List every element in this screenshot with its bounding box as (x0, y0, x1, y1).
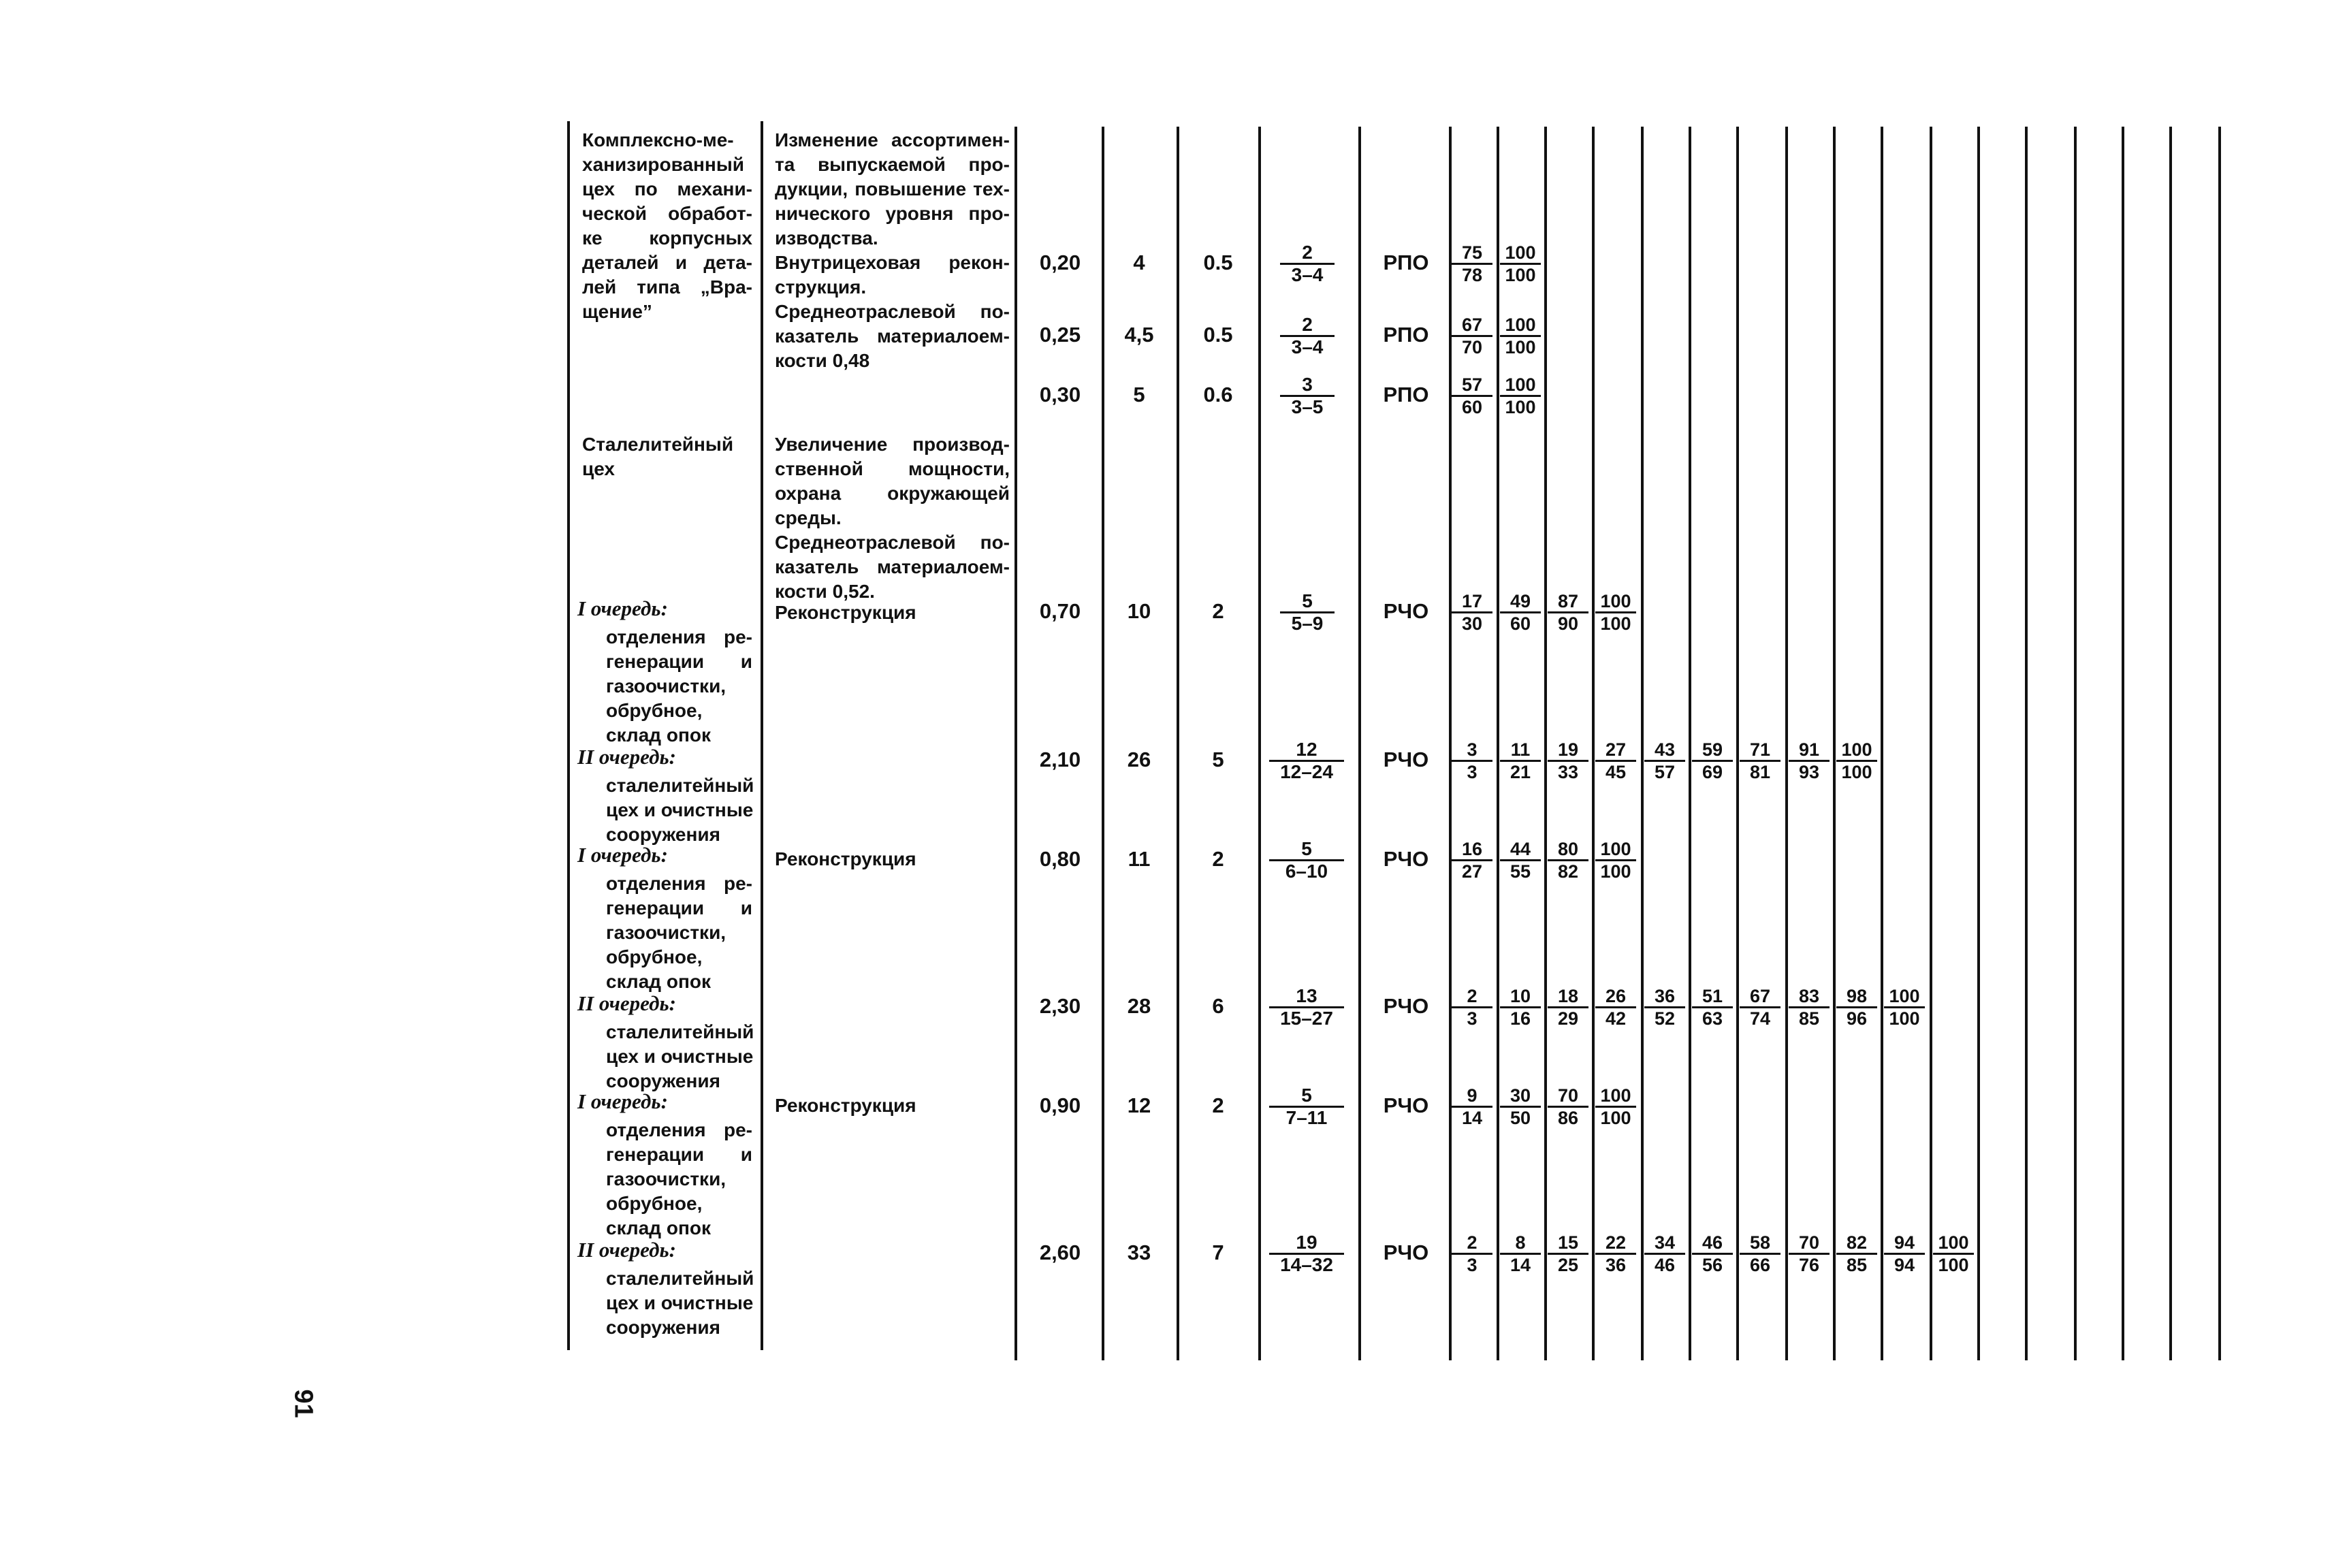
type-cell: РЧО (1383, 994, 1429, 1018)
value-cell: 0,25 (1039, 323, 1081, 347)
description-line: та выпускаемой про- (775, 154, 1010, 175)
queue-item: сооружения (606, 1317, 720, 1338)
queue-item: сталелитейный (606, 1268, 754, 1289)
object-name-line: Комплексно-ме- (582, 129, 734, 150)
column-rule (1736, 127, 1739, 1360)
value-cell: 2,10 (1039, 748, 1081, 771)
queue-item: сталелитейный (606, 775, 754, 796)
column-rule (2169, 127, 2172, 1360)
progress-fraction: 49 60 (1500, 591, 1541, 634)
fraction-denominator: 12–24 (1280, 761, 1333, 782)
column-rule (1015, 127, 1017, 1360)
progress-fraction: 51 63 (1692, 986, 1733, 1029)
value-cell: 0.5 (1203, 323, 1233, 347)
progress-fraction: 57 60 (1452, 374, 1492, 417)
value-cell: 4,5 (1124, 323, 1154, 347)
queue-label: II очередь: (577, 991, 676, 1015)
column-rule (567, 121, 570, 1350)
object-name-line: щение” (582, 301, 652, 322)
type-cell: РПО (1383, 383, 1429, 406)
column-rule (1641, 127, 1644, 1360)
progress-fraction: 2 3 (1452, 1232, 1492, 1275)
value-cell: 12 (1127, 1093, 1151, 1117)
fraction-numerator: 5 (1269, 1085, 1344, 1108)
value-cell: 2,60 (1039, 1241, 1081, 1264)
value-cell: 2 (1212, 847, 1224, 871)
value-cell: 0.5 (1203, 251, 1233, 274)
duration-fraction (1280, 591, 1335, 634)
column-rule (2122, 127, 2124, 1360)
queue-label: I очередь: (577, 1089, 668, 1113)
column-rule (1785, 127, 1788, 1360)
progress-fraction: 18 29 (1548, 986, 1588, 1029)
column-rule (1592, 127, 1595, 1360)
description-line: Реконструкция (775, 1095, 916, 1116)
queue-item: газоочистки, (606, 1168, 726, 1189)
progress-fraction: 100 100 (1595, 839, 1636, 882)
queue-item: склад опок (606, 724, 711, 746)
queue-item: сооружения (606, 1070, 720, 1091)
progress-fraction: 19 33 (1548, 739, 1588, 782)
column-rule (1544, 127, 1547, 1360)
value-cell: 4 (1133, 251, 1145, 274)
description-line: ственной мощности, (775, 458, 1010, 479)
queue-item: обрубное, (606, 946, 703, 967)
fraction-numerator: 19 (1269, 1232, 1344, 1255)
progress-fraction: 36 52 (1644, 986, 1685, 1029)
column-rule (1258, 127, 1261, 1360)
value-cell: 26 (1127, 748, 1151, 771)
progress-fraction: 2 3 (1452, 986, 1492, 1029)
progress-fraction: 22 36 (1595, 1232, 1636, 1275)
progress-fraction: 34 46 (1644, 1232, 1685, 1275)
fraction-denominator: 14–32 (1280, 1254, 1333, 1275)
type-cell: РПО (1383, 251, 1429, 274)
queue-label: II очередь: (577, 1238, 676, 1262)
progress-fraction: 71 81 (1740, 739, 1780, 782)
type-cell: РЧО (1383, 1241, 1429, 1264)
progress-fraction: 100 100 (1884, 986, 1925, 1029)
value-cell: 0,20 (1039, 251, 1081, 274)
progress-fraction: 15 25 (1548, 1232, 1588, 1275)
progress-fraction: 17 30 (1452, 591, 1492, 634)
queue-item: цех и очистные (606, 1292, 754, 1313)
value-cell: 2 (1212, 599, 1224, 623)
value-cell: 0,70 (1039, 599, 1081, 623)
object-name-line: лей типа „Вра- (582, 276, 752, 298)
queue-item: генерации и (606, 897, 752, 918)
column-rule (2218, 127, 2221, 1360)
value-cell: 33 (1127, 1241, 1151, 1264)
progress-fraction: 100 100 (1500, 374, 1541, 417)
queue-label: II очередь: (577, 745, 676, 769)
progress-fraction: 70 86 (1548, 1085, 1588, 1128)
queue-item: склад опок (606, 971, 711, 992)
value-cell: 0,80 (1039, 847, 1081, 871)
description-line: Реконструкция (775, 602, 916, 623)
duration-fraction (1280, 242, 1335, 285)
value-cell: 2 (1212, 1093, 1224, 1117)
object-name-line: цех (582, 458, 615, 479)
description-line: дукции, повышение тех- (775, 178, 1010, 199)
type-cell: РЧО (1383, 748, 1429, 771)
progress-fraction: 94 94 (1884, 1232, 1925, 1275)
duration-fraction (1269, 839, 1344, 882)
progress-fraction: 11 21 (1500, 739, 1541, 782)
progress-fraction: 98 96 (1836, 986, 1877, 1029)
column-rule (1358, 127, 1361, 1360)
description-line: казатель материалоем- (775, 325, 1010, 347)
progress-fraction: 58 66 (1740, 1232, 1780, 1275)
queue-item: склад опок (606, 1217, 711, 1238)
column-rule (1930, 127, 1932, 1360)
description-line: нического уровня про- (775, 203, 1010, 224)
page-number: 91 (289, 1389, 318, 1418)
column-rule (1497, 127, 1499, 1360)
value-cell: 28 (1127, 994, 1151, 1018)
value-cell: 6 (1212, 994, 1224, 1018)
description-line: Среднеотраслевой по- (775, 532, 1010, 553)
progress-fraction: 100 100 (1595, 1085, 1636, 1128)
fraction-numerator: 5 (1280, 591, 1335, 613)
queue-item: отделения ре- (606, 873, 752, 894)
progress-fraction: 8 14 (1500, 1232, 1541, 1275)
queue-item: отделения ре- (606, 1119, 752, 1140)
progress-fraction: 30 50 (1500, 1085, 1541, 1128)
fraction-numerator: 5 (1269, 839, 1344, 861)
value-cell: 7 (1212, 1241, 1224, 1264)
column-rule (2074, 127, 2077, 1360)
progress-fraction: 26 42 (1595, 986, 1636, 1029)
queue-item: цех и очистные (606, 1046, 754, 1067)
fraction-numerator: 3 (1280, 374, 1335, 397)
type-cell: РПО (1383, 323, 1429, 347)
progress-fraction: 16 27 (1452, 839, 1492, 882)
column-rule (1102, 127, 1104, 1360)
fraction-denominator: 3–4 (1291, 264, 1324, 285)
value-cell: 0.6 (1203, 383, 1233, 406)
progress-fraction: 100 100 (1500, 315, 1541, 357)
object-name-line: цех по механи- (582, 178, 752, 199)
fraction-numerator: 2 (1280, 242, 1335, 265)
progress-fraction: 70 76 (1789, 1232, 1830, 1275)
progress-fraction: 100 100 (1933, 1232, 1974, 1275)
description-line: Изменение ассортимен- (775, 129, 1010, 150)
object-name-line: деталей и дета- (582, 252, 752, 273)
progress-fraction: 100 100 (1595, 591, 1636, 634)
queue-item: цех и очистные (606, 799, 754, 820)
queue-item: генерации и (606, 1144, 752, 1165)
queue-label: I очередь: (577, 843, 668, 867)
duration-fraction (1280, 315, 1335, 357)
object-name-line: ке корпусных (582, 227, 752, 249)
progress-fraction: 87 90 (1548, 591, 1588, 634)
value-cell: 2,30 (1039, 994, 1081, 1018)
value-cell: 11 (1128, 847, 1151, 871)
fraction-denominator: 7–11 (1285, 1107, 1328, 1128)
progress-fraction: 100 100 (1500, 242, 1541, 285)
queue-item: сталелитейный (606, 1021, 754, 1042)
description-line: среды. (775, 507, 842, 528)
fraction-denominator: 5–9 (1291, 613, 1324, 634)
progress-fraction: 83 85 (1789, 986, 1830, 1029)
fraction-numerator: 2 (1280, 315, 1335, 337)
progress-fraction: 80 82 (1548, 839, 1588, 882)
value-cell: 5 (1212, 748, 1224, 771)
column-rule (1177, 127, 1179, 1360)
description-line: изводства. (775, 227, 878, 249)
description-line: Среднеотраслевой по- (775, 301, 1010, 322)
column-rule (2025, 127, 2028, 1360)
column-rule (1977, 127, 1980, 1360)
fraction-numerator: 13 (1269, 986, 1344, 1008)
queue-item: газоочистки, (606, 675, 726, 697)
queue-item: генерации и (606, 651, 752, 672)
progress-fraction: 67 74 (1740, 986, 1780, 1029)
progress-fraction: 100 100 (1836, 739, 1877, 782)
fraction-denominator: 3–4 (1291, 336, 1324, 357)
progress-fraction: 43 57 (1644, 739, 1685, 782)
queue-item: обрубное, (606, 1193, 703, 1214)
duration-fraction (1269, 1085, 1344, 1128)
value-cell: 0,90 (1039, 1093, 1081, 1117)
progress-fraction: 27 45 (1595, 739, 1636, 782)
progress-fraction: 46 56 (1692, 1232, 1733, 1275)
progress-fraction: 59 69 (1692, 739, 1733, 782)
column-rule (761, 121, 763, 1350)
queue-label: I очередь: (577, 596, 668, 620)
duration-fraction (1269, 739, 1344, 782)
fraction-denominator: 3–5 (1291, 396, 1324, 417)
duration-fraction (1280, 374, 1335, 417)
type-cell: РЧО (1383, 1093, 1429, 1117)
value-cell: 0,30 (1039, 383, 1081, 406)
fraction-denominator: 15–27 (1280, 1008, 1333, 1029)
progress-fraction: 3 3 (1452, 739, 1492, 782)
column-rule (1833, 127, 1836, 1360)
progress-fraction: 67 70 (1452, 315, 1492, 357)
description-line: Внутрицеховая рекон- (775, 252, 1010, 273)
queue-item: газоочистки, (606, 922, 726, 943)
progress-fraction: 44 55 (1500, 839, 1541, 882)
description-line: Реконструкция (775, 848, 916, 869)
description-line: струкция. (775, 276, 867, 298)
progress-fraction: 75 78 (1452, 242, 1492, 285)
value-cell: 5 (1133, 383, 1145, 406)
description-line: казатель материалоем- (775, 556, 1010, 577)
fraction-denominator: 6–10 (1285, 861, 1328, 882)
description-line: кости 0,52. (775, 581, 875, 602)
description-line: охрана окружающей (775, 483, 1010, 504)
fraction-numerator: 12 (1269, 739, 1344, 762)
queue-item: обрубное, (606, 700, 703, 721)
duration-fraction (1269, 1232, 1344, 1275)
value-cell: 10 (1127, 599, 1151, 623)
object-name-line: ческой обработ- (582, 203, 752, 224)
progress-fraction: 91 93 (1789, 739, 1830, 782)
type-cell: РЧО (1383, 599, 1429, 623)
object-name-line: ханизированный (582, 154, 744, 175)
type-cell: РЧО (1383, 847, 1429, 871)
description-line: кости 0,48 (775, 350, 870, 371)
duration-fraction (1269, 986, 1344, 1029)
progress-fraction: 9 14 (1452, 1085, 1492, 1128)
object-name-line: Сталелитейный (582, 434, 734, 455)
queue-item: отделения ре- (606, 626, 752, 647)
progress-fraction: 82 85 (1836, 1232, 1877, 1275)
column-rule (1881, 127, 1883, 1360)
description-line: Увеличение производ- (775, 434, 1010, 455)
column-rule (1689, 127, 1691, 1360)
queue-item: сооружения (606, 824, 720, 845)
progress-fraction: 10 16 (1500, 986, 1541, 1029)
